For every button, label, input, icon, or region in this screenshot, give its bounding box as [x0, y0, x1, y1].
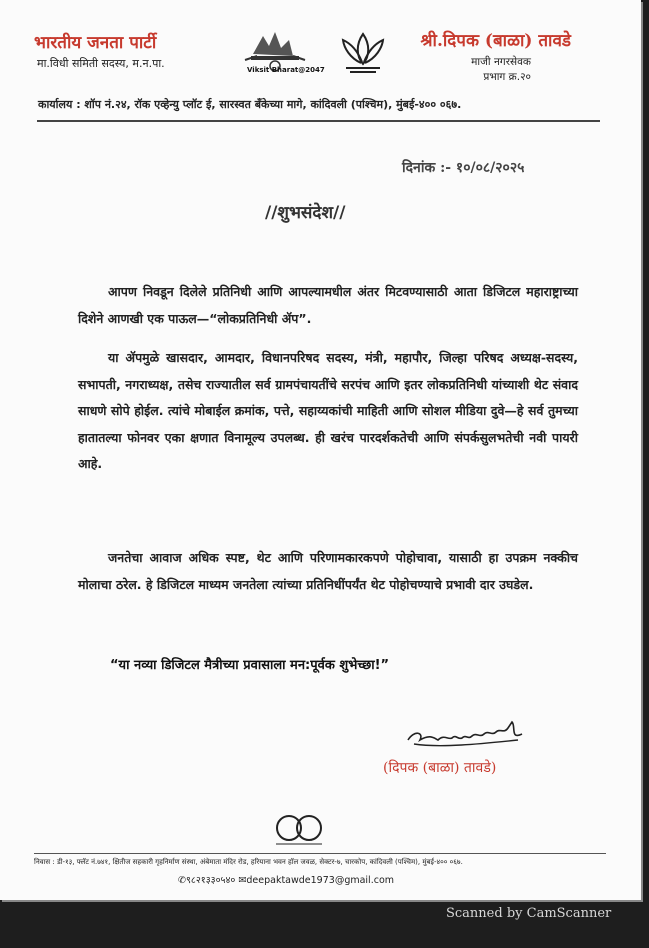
person-name: श्री.दिपक (बाळा) तावडे	[420, 31, 571, 51]
residence-address: निवास : डी-१३, फ्लॅट नं.७४१, क्षितीज सहकारी गृहनिर्माण संस्था, अंबेमाता मंदिर रोड, हरियाना भवन हॉल जवळ, सेक्टर-७, चारकोप, कांदिवली (पश्चिम), मुंबई-४०० ०६७.	[34, 858, 463, 866]
person-role: माजी नगरसेवक	[471, 56, 531, 68]
letter-date: दिनांक :- १०/०८/२०२५	[402, 160, 525, 176]
footer-divider	[34, 853, 606, 854]
header-divider	[37, 120, 600, 122]
mail-icon: ✉	[238, 875, 247, 886]
person-ward: प्रभाग क्र.२०	[483, 71, 531, 83]
signatory-name: (दिपक (बाळा) तावडे)	[383, 760, 497, 776]
email-address: deepaktawde1973@gmail.com	[246, 875, 395, 886]
party-name: भारतीय जनता पार्टी	[34, 33, 157, 53]
paragraph-1: आपण निवडून दिलेले प्रतिनिधी आणि आपल्यामधील अंतर मिटवण्यासाठी आता डिजिटल महाराष्ट्राच्या दिशेने आणखी एक पाऊल—“लोकप्रतिनिधी ॲप”.	[78, 284, 578, 326]
phone-icon: ✆	[178, 875, 186, 886]
paragraph-3: जनतेचा आवाज अधिक स्पष्ट, थेट आणि परिणामकारकपणे पोहोचावा, यासाठी हा उपक्रम नक्कीच मोलाचा ठरेल. हे डिजिटल माध्यम जनतेला त्यांच्या प्रतिनिधींपर्यंत थेट पोहोचण्याचे प्रभावी दार उघडेल.	[78, 550, 578, 592]
scanner-watermark: Scanned by CamScanner	[446, 906, 612, 921]
party-logos	[243, 26, 393, 84]
party-subtitle: मा.विधी समिती सदस्य, म.न.पा.	[37, 57, 165, 70]
swachh-bharat-icon	[270, 812, 328, 850]
closing-wish: “या नव्या डिजिटल मैत्रीच्या प्रवासाला मन:पूर्वक शुभेच्छा!”	[110, 658, 390, 673]
letter-heading: //शुभसंदेश//	[265, 203, 346, 223]
lotus-icon	[343, 34, 383, 72]
signature	[400, 714, 535, 752]
contact-line	[178, 873, 394, 886]
office-address: कार्यालय : शॉप नं.२४, रॉक एव्हेन्यु प्लॉट ई, सारस्वत बँकेच्या मागे, कांदिवली (पश्चिम), मुंबई-४०० ०६७.	[38, 98, 462, 111]
paragraph-2: या ॲपमुळे खासदार, आमदार, विधानपरिषद सदस्य, मंत्री, महापौर, जिल्हा परिषद अध्यक्ष-सदस्य, सभापती, नगराध्यक्ष, तसेच राज्यातील सर्व ग्रामपंचायतींचे सरपंच आणि इतर लोकप्रतिनिधी यांच्याशी थेट संवाद साधणे सोपे होईल. त्यांचे मोबाईल क्रमांक, पत्ते, सहाय्यकांची माहिती आणि सोशल मीडिया दुवे—हे सर्व तुमच्या हातातल्या फोनवर एका क्षणात विनामूल्य उपलब्ध. ही खरंच पारदर्शकतेची आणि संपर्कसुलभतेची नवी पायरी आहे.	[78, 350, 578, 471]
logo-caption: Viksit Bharat@2047	[247, 66, 325, 74]
phone-number: ९८२१३३०५४०	[185, 875, 236, 886]
